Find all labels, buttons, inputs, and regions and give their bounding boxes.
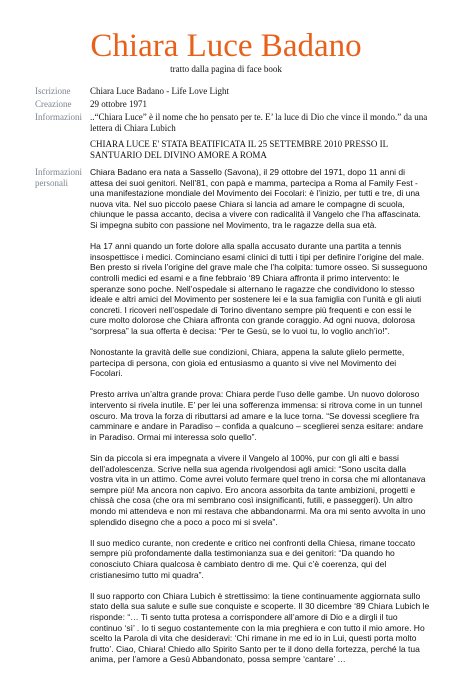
label-iscrizione: Iscrizione [35,86,71,96]
personal-info-body [90,167,430,676]
page-subtitle: tratto dalla pagina di face book [170,64,282,74]
paragraph: Ha 17 anni quando un forte dolore alla spalla accusato durante una partita a tennis insospettisce i medici. Cominciano esami clinici di tutti i tipi per definire l’origine del male. Ben presto si rivela l’origine del grave male che l’ha colpita: tumore osseo. Si susseguono controlli medici ed esami e a fine febbraio ‘89 Chiara affronta il primo intervento: le speranze sono poche. Nell’ospedale si alternano le ragazze che condividono lo stesso ideale e altri amici del Movimento per sostenere lei e la sua famiglia con l’unità e gli aiuti concreti. I ricoveri nell’ospedale di Torino diventano sempre più frequenti e con essi le cure molto dolorose che Chiara affronta con grande coraggio. Ad ogni nuova, dolorosa “sorpresa” la sua offerta è decisa: “Per te Gesù, se lo vuoi tu, lo voglio anch’io!”. [90,241,428,336]
label-informazioni-personali: Informazioni personali [35,167,82,188]
value-creazione: 29 ottobre 1971 [90,99,147,109]
paragraph: Il suo rapporto con Chiara Lubich è strettissimo: la tiene continuamente aggiornata sullo stato della sua salute e sulle sue conquiste e scoperte. Il 30 dicembre ‘89 Chiara Lubich le risponde: “… Ti sento tutta protesa a corrispondere all’amore di Dio e a dirgli il tuo continuo ‘sì’ . Io ti seguo costantemente con la mia preghiera e con tutto il mio amore. Ho scelto la Parola di vita che desideravi: ‘Chi rimane in me ed io in Lui, questi porta molto frutto’. Ciao, Chiara! Chiedo allo Spirito Santo per te il dono della fortezza, perché la tua anima, per l’amore a Gesù Abbandonato, possa sempre ‘cantare’ … [90,590,430,665]
beatification-notice: CHIARA LUCE E' STATA BEATIFICATA IL 25 SETTEMBRE 2010 PRESSO IL SANTUARIO DEL DIVINO AMORE A ROMA [90,139,388,160]
paragraph: Presto arriva un’altra grande prova: Chiara perde l’uso delle gambe. Un nuovo doloroso intervento si rivela inutile. E’ per lei una sofferenza immensa: si ritrova come in un tunnel oscuro. Ma trova la forza di ributtarsi ad amare e la luce torna. “Se dovessi scegliere fra camminare e andare in Paradiso – confida a qualcuno – sceglierei senza esitare: andare in Paradiso. Ormai mi interessa solo quello”. [90,389,424,442]
page-title: Chiara Luce Badano [90,28,362,64]
paragraph: Sin da piccola si era impegnata a vivere il Vangelo al 100%, pur con gli alti e bassi dell’adolescenza. Scrive nella sua agenda rivolgendosi agli amici: “Sono uscita dalla vostra vita in un attimo. Come avrei voluto fermare quel treno in corsa che mi allontanava sempre più! Ma ancora non capivo. Ero ancora assorbita da tante ambizioni, progetti e chissà che cosa (che ora mi sembrano così insignificanti, futili, e passeggeri). Un altro mondo mi attendeva e non mi restava che abbandonarmi. Ma ora mi sento avvolta in uno splendido disegno che a poco a poco mi si svela”. [90,453,426,527]
label-informazioni: Informazioni [35,112,82,122]
paragraph: Chiara Badano era nata a Sassello (Savona), il 29 ottobre del 1971, dopo 11 anni di attesa dei suoi genitori. Nell’81, con papà e mamma, partecipa a Roma al Family Fest - una manifestazione mondiale del Movimento dei Focolari: è l’inizio, per tutti e tre, di una nuova vita. Nel suo piccolo paese Chiara si lancia ad amare le compagne di scuola, chiunque le passa accanto, decisa a vivere con radicalità il Vangelo che l’ha affascinata. Si impegna subito con passione nel Movimento, tra le ragazze della sua età. [90,167,421,230]
paragraph: Nonostante la gravità delle sue condizioni, Chiara, appena la salute glielo permette, partecipa di persona, con gioia ed entusiasmo a quanto si vive nel Movimento dei Focolari. [90,347,405,379]
value-iscrizione: Chiara Luce Badano - Life Love Light [90,86,229,96]
paragraph: Il suo medico curante, non credente e critico nei confronti della Chiesa, rimane toccato sempre più profondamente dalla testimonianza sua e dei genitori: “Da quando ho conosciuto Chiara qualcosa è cambiato dentro di me. Qui c’è coerenza, qui del cristianesimo tutto mi quadra”. [90,537,416,580]
label-creazione: Creazione [35,99,72,109]
value-informazioni: ..“Chiara Luce” è il nome che ho pensato per te. E’ la luce di Dio che vince il mondo.” da una lettera di Chiara Lubich [90,112,428,133]
